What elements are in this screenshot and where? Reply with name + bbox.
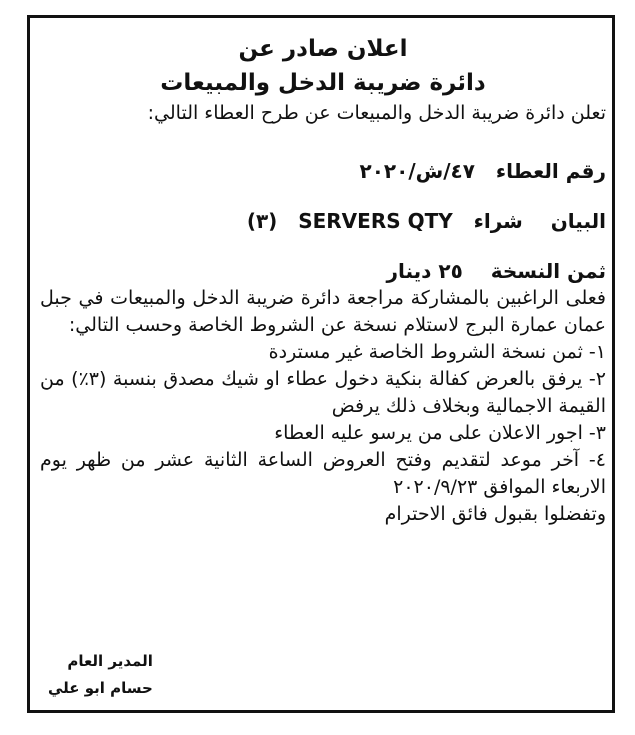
conditions-list bbox=[40, 339, 606, 501]
price-line bbox=[40, 257, 606, 285]
statement-label: البيان bbox=[550, 209, 606, 233]
statement-qty: (٣) bbox=[246, 209, 278, 233]
announcement-title: اعلان صادر عن bbox=[238, 36, 408, 62]
announcement-body bbox=[40, 32, 606, 528]
tender-number-value: ٤٧/ش/٢٠٢٠ bbox=[359, 159, 475, 183]
signature-block bbox=[48, 648, 153, 702]
statement-item: SERVERS QTY bbox=[298, 209, 453, 233]
list-item: ٤- آخر موعد لتقديم وفتح العروض الساعة الثانية عشر من ظهر يوم الاربعاء الموافق ٢٠٢٠/٩/٢٣ bbox=[40, 449, 606, 498]
tender-number-label: رقم العطاء bbox=[495, 159, 606, 183]
price-label: ثمن النسخة bbox=[490, 259, 606, 283]
statement-prefix: شراء bbox=[473, 209, 523, 233]
department-name: دائرة ضريبة الدخل والمبيعات bbox=[160, 70, 486, 96]
statement-line bbox=[40, 207, 606, 235]
intro-text: تعلن دائرة ضريبة الدخل والمبيعات عن طرح العطاء التالي: bbox=[147, 102, 606, 124]
signature-name: حسام ابو علي bbox=[48, 679, 153, 697]
instructions-text: فعلى الراغبين بالمشاركة مراجعة دائرة ضريبة الدخل والمبيعات في جبل عمان عمارة البرج لاستلام نسخة عن الشروط الخاصة وحسب التالي: bbox=[40, 287, 606, 336]
list-item: ٣- اجور الاعلان على من يرسو عليه العطاء bbox=[274, 422, 606, 444]
tender-number-line bbox=[40, 157, 606, 185]
list-item: ٢- يرفق بالعرض كفالة بنكية دخول عطاء او شيك مصدق بنسبة (٣٪) من القيمة الاجمالية وبخلاف ذلك يرفض bbox=[40, 368, 606, 417]
list-item: ١- ثمن نسخة الشروط الخاصة غير مستردة bbox=[268, 341, 606, 363]
price-amount: ٢٥ دينار bbox=[386, 259, 463, 283]
closing-text: وتفضلوا بقبول فائق الاحترام bbox=[384, 503, 606, 525]
signature-title: المدير العام bbox=[67, 652, 153, 670]
